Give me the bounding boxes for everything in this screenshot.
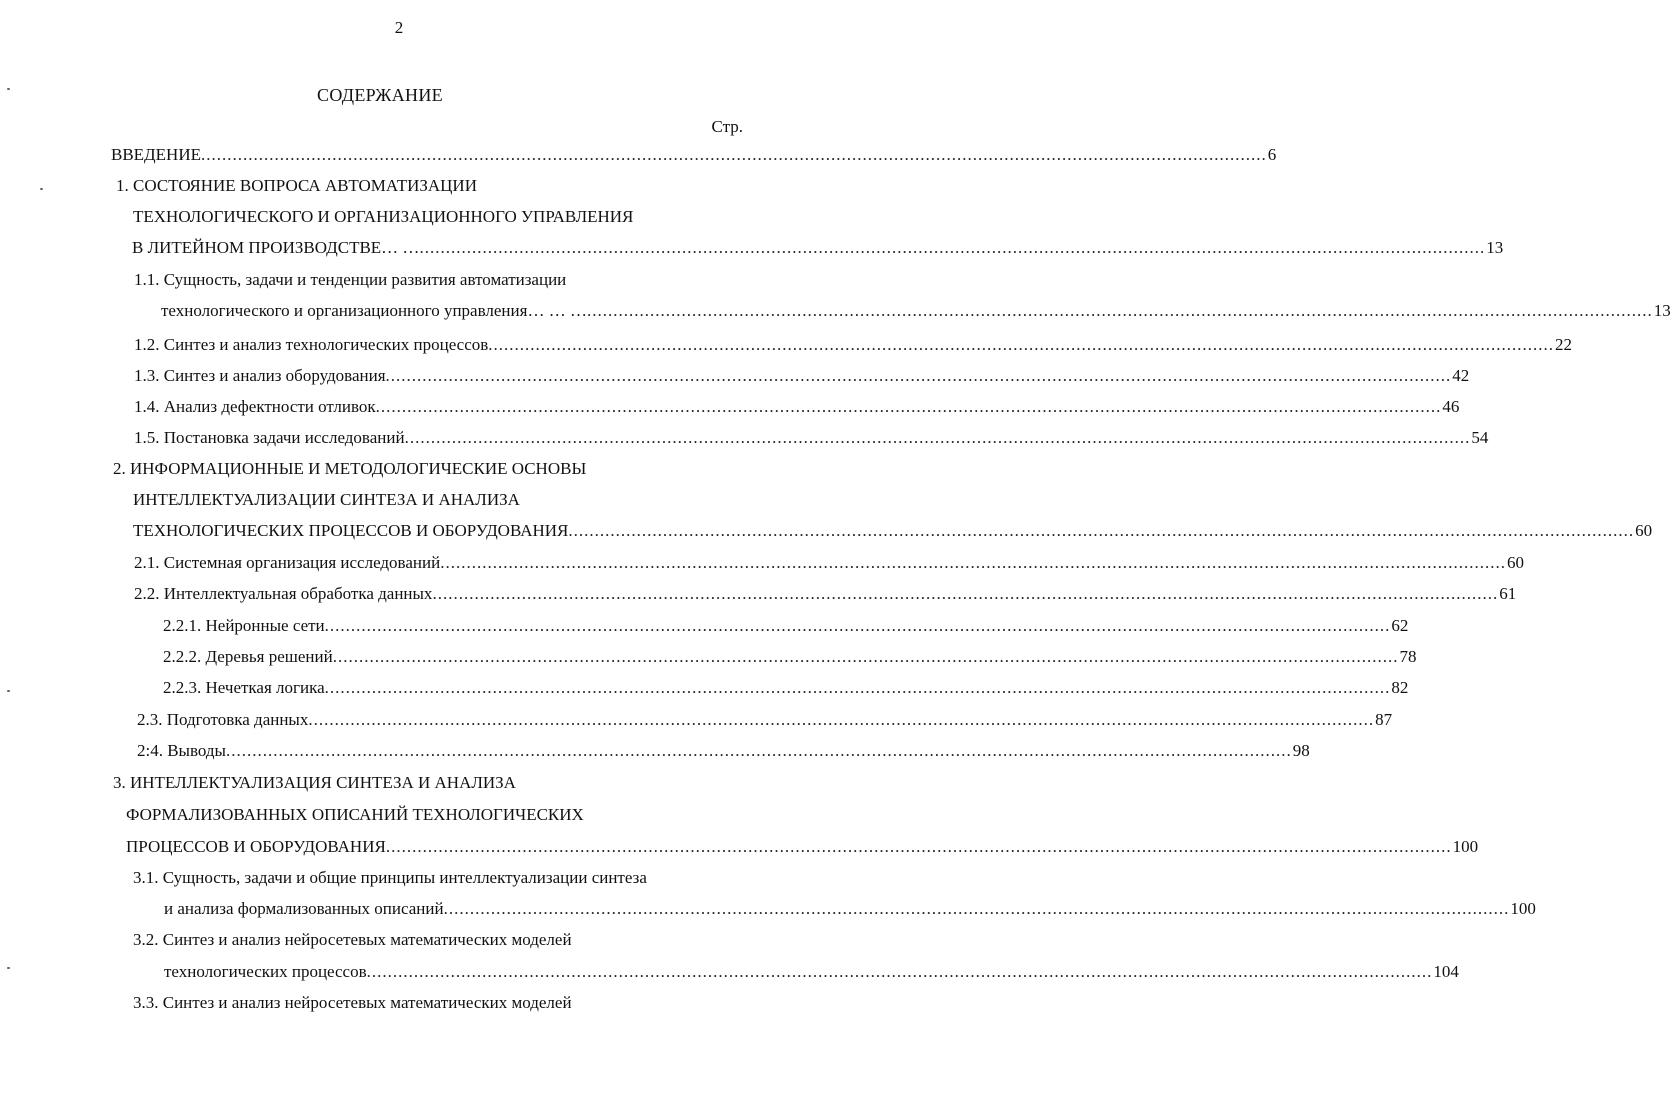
toc-chapter-2-line-1: 2. ИНФОРМАЦИОННЫЕ И МЕТОДОЛОГИЧЕСКИЕ ОСНОВЫ — [113, 459, 587, 478]
toc-chapter-3-line-2: ФОРМАЛИЗОВАННЫХ ОПИСАНИЙ ТЕХНОЛОГИЧЕСКИХ — [126, 805, 584, 824]
toc-section-2-3: 2.3. Подготовка данных ........................................................................................................................................................................................................... 87 — [137, 710, 1393, 729]
toc-section-1-2: 1.2. Синтез и анализ технологических процессов ........................................................................................................................................................................................................... 22 — [134, 335, 1573, 354]
toc-chapter-3-line-1: 3. ИНТЕЛЛЕКТУАЛИЗАЦИЯ СИНТЕЗА И АНАЛИЗА — [113, 773, 516, 792]
toc-chapter-2-line-3: ТЕХНОЛОГИЧЕСКИХ ПРОЦЕССОВ И ОБОРУДОВАНИЯ ........................................................................................................................................................................................................... 60 — [133, 521, 1653, 540]
scan-mark — [7, 690, 10, 692]
toc-entry-introduction: ВВЕДЕНИЕ ........................................................................................................................................................................................................... 6 — [111, 145, 1277, 164]
toc-section-3-3-line-1: 3.3. Синтез и анализ нейросетевых математических моделей — [133, 993, 572, 1012]
scan-mark — [7, 967, 10, 969]
toc-section-1-1-line-2: технологического и организационного управления… … … ........................................................................................................................................................................................................... 13 — [161, 301, 1671, 320]
toc-section-1-3: 1.3. Синтез и анализ оборудования ........................................................................................................................................................................................................... 42 — [134, 366, 1470, 385]
page-number: 2 — [394, 18, 404, 37]
toc-section-3-2-line-2: технологических процессов ........................................................................................................................................................................................................... 104 — [164, 962, 1459, 981]
toc-chapter-1-line-2: ТЕХНОЛОГИЧЕСКОГО И ОРГАНИЗАЦИОННОГО УПРАВЛЕНИЯ — [133, 207, 634, 226]
toc-section-3-1-line-1: 3.1. Сущность, задачи и общие принципы интеллектуализации синтеза — [133, 868, 647, 887]
toc-section-2-4: 2:4. Выводы ........................................................................................................................................................................................................... 98 — [137, 741, 1310, 760]
toc-section-3-1-line-2: и анализа формализованных описаний ........................................................................................................................................................................................................... 100 — [164, 899, 1536, 918]
page-column-label: Стр. — [711, 117, 743, 136]
toc-section-2-2-3: 2.2.3. Нечеткая логика ........................................................................................................................................................................................................... 82 — [163, 678, 1409, 697]
scan-mark — [40, 188, 43, 190]
toc-chapter-3-line-3: ПРОЦЕССОВ И ОБОРУДОВАНИЯ ........................................................................................................................................................................................................... 100 — [126, 837, 1479, 856]
toc-chapter-1-line-3: В ЛИТЕЙНОМ ПРОИЗВОДСТВЕ… … ........................................................................................................................................................................................................... 13 — [132, 238, 1504, 257]
scan-mark — [7, 88, 10, 90]
toc-section-3-2-line-1: 3.2. Синтез и анализ нейросетевых математических моделей — [133, 930, 572, 949]
toc-chapter-1-line-1: 1. СОСТОЯНИЕ ВОПРОСА АВТОМАТИЗАЦИИ — [116, 176, 477, 195]
toc-section-1-5: 1.5. Постановка задачи исследований ........................................................................................................................................................................................................... 54 — [134, 428, 1489, 447]
toc-section-1-1-line-1: 1.1. Сущность, задачи и тенденции развития автоматизации — [134, 270, 567, 289]
toc-section-2-2-1: 2.2.1. Нейронные сети ........................................................................................................................................................................................................... 62 — [163, 616, 1409, 635]
toc-section-2-2-2: 2.2.2. Деревья решений ........................................................................................................................................................................................................... 78 — [163, 647, 1417, 666]
toc-section-2-2: 2.2. Интеллектуальная обработка данных ........................................................................................................................................................................................................... 61 — [134, 584, 1517, 603]
toc-section-1-4: 1.4. Анализ дефектности отливок ........................................................................................................................................................................................................... 46 — [134, 397, 1460, 416]
toc-chapter-2-line-2: ИНТЕЛЛЕКТУАЛИЗАЦИИ СИНТЕЗА И АНАЛИЗА — [133, 490, 520, 509]
toc-section-2-1: 2.1. Системная организация исследований ........................................................................................................................................................................................................... 60 — [134, 553, 1524, 572]
toc-title: СОДЕРЖАНИЕ — [317, 85, 443, 105]
